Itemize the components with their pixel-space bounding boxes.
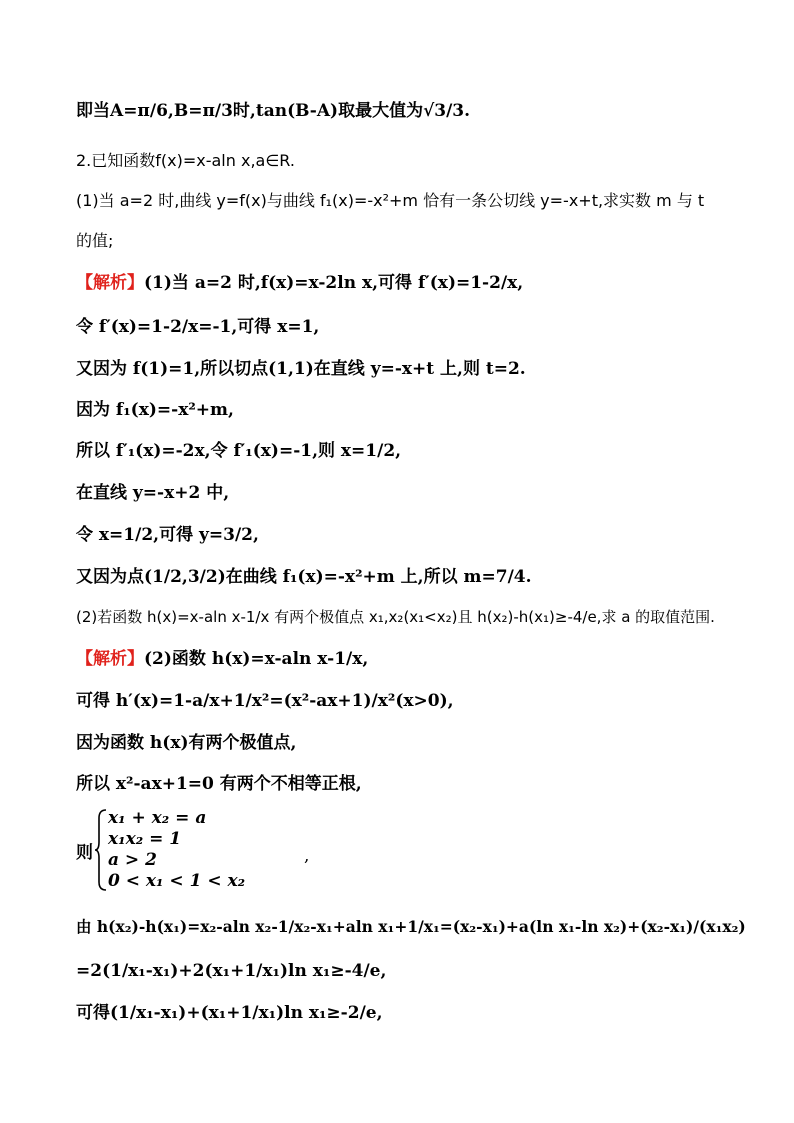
solution-text: (2)函数 h(x)=x-aln x-1/x, bbox=[144, 649, 369, 669]
text-line: 可得 h′(x)=1-a/x+1/x²=(x²-ax+1)/x²(x>0), bbox=[76, 691, 454, 711]
text-line: 因为函数 h(x)有两个极值点, bbox=[76, 733, 297, 753]
system-row: 0 < x₁ < 1 < x₂ bbox=[108, 871, 246, 891]
solution-tag: 【解析】 bbox=[76, 273, 144, 293]
problem-part-2: (2)若函数 h(x)=x-aln x-1/x 有两个极值点 x₁,x₂(x₁<x₂)且 h(x₂)-h(x₁)≥-4/e,求 a 的取值范围. bbox=[76, 608, 715, 626]
solution-line bbox=[76, 648, 368, 670]
system-row: x₁x₂ = 1 bbox=[108, 829, 182, 849]
text-line: 可得(1/x₁-x₁)+(x₁+1/x₁)ln x₁≥-2/e, bbox=[76, 1003, 383, 1023]
text-line: 所以 x²-ax+1=0 有两个不相等正根, bbox=[76, 774, 362, 794]
system-label: 则 bbox=[76, 843, 93, 863]
text-line: 又因为点(1/2,3/2)在曲线 f₁(x)=-x²+m 上,所以 m=7/4. bbox=[76, 567, 532, 587]
text-line: 在直线 y=-x+2 中, bbox=[76, 483, 230, 503]
problem-part-1-cont: 的值; bbox=[76, 231, 114, 250]
text-line: 因为 f₁(x)=-x²+m, bbox=[76, 400, 234, 420]
text-line: 令 x=1/2,可得 y=3/2, bbox=[76, 525, 259, 545]
text-line: 所以 f′₁(x)=-2x,令 f′₁(x)=-1,则 x=1/2, bbox=[76, 441, 402, 461]
solution-line bbox=[76, 272, 523, 294]
text-line: =2(1/x₁-x₁)+2(x₁+1/x₁)ln x₁≥-4/e, bbox=[76, 961, 387, 981]
solution-text: (1)当 a=2 时,f(x)=x-2ln x,可得 f′(x)=1-2/x, bbox=[144, 273, 524, 293]
text-line: 即当A=π/6,B=π/3时,tan(B-A)取最大值为√3/3. bbox=[76, 101, 471, 121]
problem-statement: 2.已知函数f(x)=x-aln x,a∈R. bbox=[76, 151, 295, 170]
system-trailing-comma: , bbox=[304, 846, 310, 866]
system-row: x₁ + x₂ = a bbox=[108, 808, 207, 828]
system-row: a > 2 bbox=[108, 850, 157, 870]
text-line: 又因为 f(1)=1,所以切点(1,1)在直线 y=-x+t 上,则 t=2. bbox=[76, 359, 526, 379]
text-line: 由 h(x₂)-h(x₁)=x₂-aln x₂-1/x₂-x₁+aln x₁+1/x₁=(x₂-x₁)+a(ln x₁-ln x₂)+(x₂-x₁)/(x₁x₂) bbox=[76, 917, 746, 936]
left-brace-icon bbox=[94, 808, 108, 892]
solution-tag: 【解析】 bbox=[76, 649, 144, 669]
system-rows bbox=[108, 808, 245, 892]
problem-part-1: (1)当 a=2 时,曲线 y=f(x)与曲线 f₁(x)=-x²+m 恰有一条公切线 y=-x+t,求实数 m 与 t bbox=[76, 191, 705, 210]
text-line: 令 f′(x)=1-2/x=-1,可得 x=1, bbox=[76, 317, 320, 337]
